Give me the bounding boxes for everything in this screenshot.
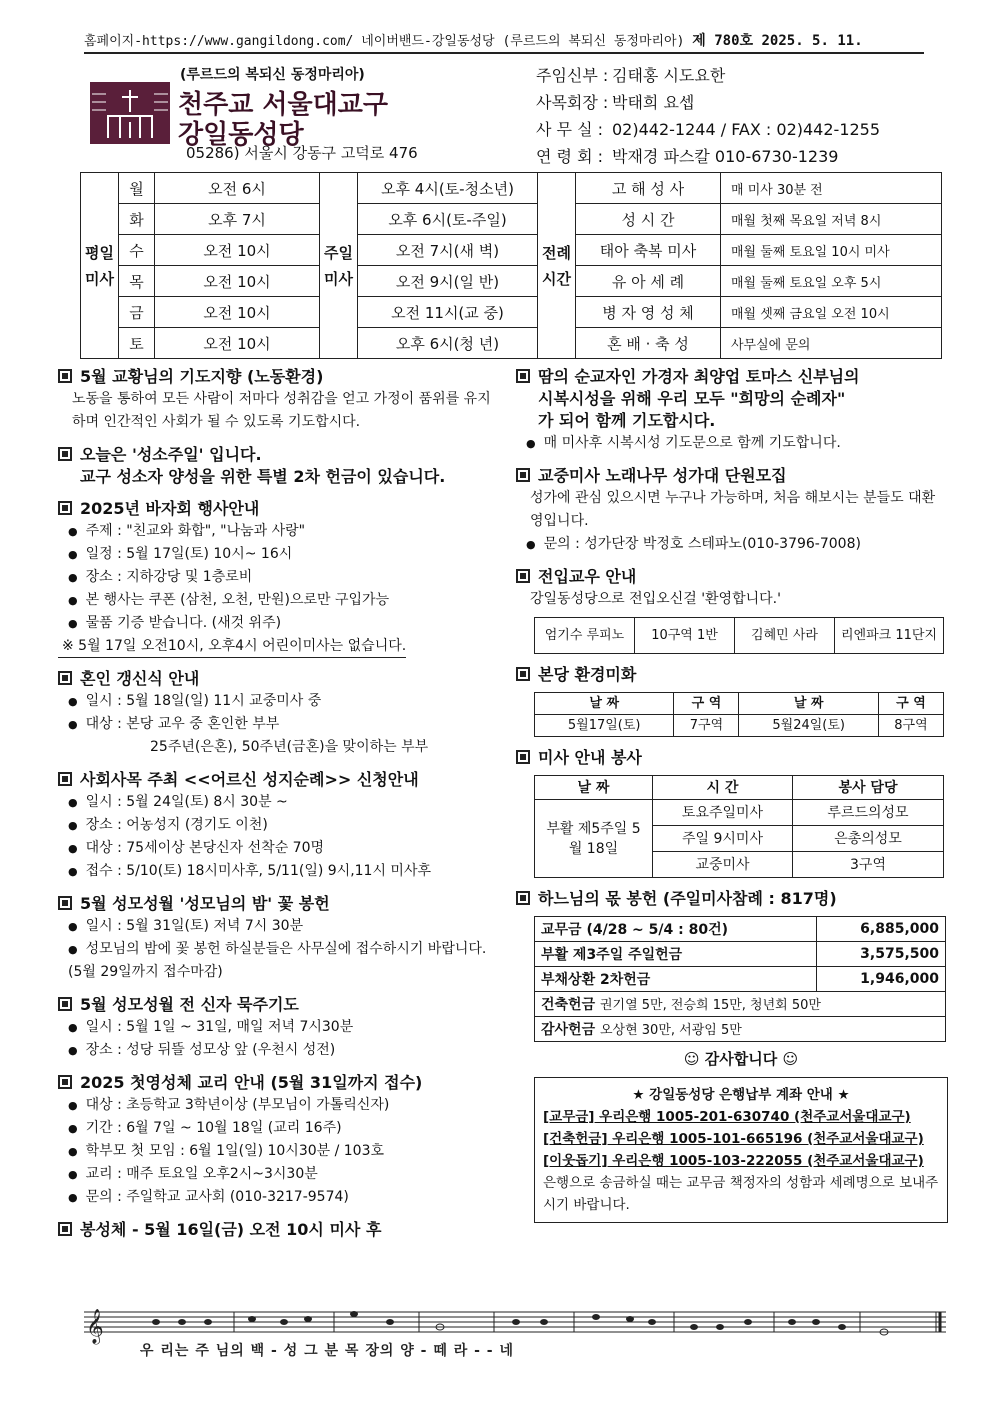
issue-number: 제 780호 2025. 5. 11. — [692, 33, 863, 49]
treble-clef-icon: 𝄞 — [86, 1309, 104, 1344]
list-item: ● 교리 : 매주 토요일 오후2시~3시30분 — [58, 1163, 496, 1186]
section-bullet-icon — [58, 997, 72, 1011]
sunday-cell: 오전 7시(새 벽) — [358, 235, 538, 266]
diocese-title: 천주교 서울대교구 — [178, 90, 388, 120]
rite-desc: 매월 둘째 토요일 오후 5시 — [721, 266, 942, 297]
sunday-cell: 오후 6시(청 년) — [358, 328, 538, 359]
bank-account-line: [교무금] 우리은행 1005-201-630740 (천주교서울대교구) — [543, 1109, 911, 1125]
contact-council: 사목회장 : 박태희 요셉 — [536, 93, 695, 112]
section-title: 전입교우 안내 — [538, 567, 637, 586]
day-cell: 월 — [119, 173, 155, 204]
section-title: 하느님의 몫 봉헌 (주일미사참례 : 817명) — [538, 889, 837, 908]
flower-offering-section — [58, 893, 496, 984]
table-cell: 김혜민 사라 — [735, 618, 835, 654]
list-item: ● 일시 : 5월 31일(토) 저녁 7시 30분 — [58, 915, 496, 938]
section-text: 노동을 통하여 모든 사람이 저마다 성취감을 얻고 가정이 품위를 유지하며 인간적인 사회가 될 수 있도록 기도합시다. — [72, 391, 491, 430]
offering-amount: 6,885,000 — [816, 917, 945, 942]
table-cell: 루르드의성모 — [793, 800, 944, 826]
section-bullet-icon — [58, 896, 72, 910]
vocation-sunday-section — [58, 444, 496, 488]
offering-label: 감사헌금 — [541, 1022, 596, 1038]
offering-amount: 1,946,000 — [816, 967, 945, 992]
cleaning-table — [534, 692, 944, 737]
offering-donors: 권기열 5만, 전승희 15만, 청년회 50만 — [599, 998, 821, 1013]
offering-label: 부활 제3주일 주일헌금 — [535, 942, 817, 967]
list-item: ● 문의 : 주일학교 교사회 (010-3217-9574) — [58, 1186, 496, 1209]
table-cell: 토요주일미사 — [653, 800, 793, 826]
list-item: ● 일시 : 5월 24일(토) 8시 30분 ~ — [58, 791, 496, 814]
hymn-lyrics: 우 리는 주 님의 백 - 성 그 분 목 장의 양 - 떼 라 - - 네 — [140, 1343, 515, 1359]
table-header: 날 짜 — [739, 693, 878, 715]
table-header: 시 간 — [653, 776, 793, 800]
contact-pastor: 주임신부 : 김태홍 시도요한 — [536, 66, 726, 85]
time-cell: 오후 7시 — [155, 204, 320, 235]
section-text: 가 되어 함께 기도합시다. — [538, 411, 716, 430]
list-item: ● 장소 : 어농성지 (경기도 이천) — [58, 814, 496, 837]
weekday-mass-label: 평일미사 — [81, 173, 119, 359]
bazaar-section — [58, 498, 496, 658]
parish-title: 강일동성당 — [178, 120, 304, 150]
parish-logo — [90, 82, 170, 144]
offering-donors: 오상현 30만, 서광임 5만 — [599, 1023, 742, 1038]
pilgrimage-section — [58, 769, 496, 883]
bank-account-box — [534, 1077, 948, 1223]
list-item: ● 일시 : 5월 1일 ~ 31일, 매일 저녁 7시30분 — [58, 1016, 496, 1039]
marriage-renewal-section — [58, 668, 496, 759]
section-title: 봉성체 - 5월 16일(금) 오전 10시 미사 후 — [80, 1220, 382, 1239]
list-item: ● 물품 기증 받습니다. (새것 위주) — [58, 612, 496, 635]
time-cell: 오전 10시 — [155, 328, 320, 359]
section-title: 미사 안내 봉사 — [538, 748, 642, 767]
sunday-cell: 오후 4시(토-청소년) — [358, 173, 538, 204]
table-header: 구 역 — [674, 693, 739, 715]
table-cell: 8구역 — [878, 715, 943, 737]
list-item: ● 문의 : 성가단장 박정호 스테파노(010-3796-7008) — [516, 533, 948, 556]
cleaning-section — [516, 664, 948, 737]
list-item: ● 일시 : 5월 18일(일) 11시 교중미사 중 — [58, 690, 496, 713]
section-title: 오늘은 '성소주일' 입니다. — [80, 445, 262, 464]
bazaar-note: ※ 5월 17일 오전10시, 오후4시 어린이미사는 없습니다. — [58, 635, 406, 658]
section-bullet-icon — [58, 772, 72, 786]
table-cell: 5월17일(토) — [535, 715, 674, 737]
time-cell: 오전 10시 — [155, 266, 320, 297]
sunday-cell: 오후 6시(토-주일) — [358, 204, 538, 235]
rite-desc: 매월 셋째 금요일 오전 10시 — [721, 297, 942, 328]
table-cell: 3구역 — [793, 852, 944, 878]
offering-section — [516, 888, 948, 1223]
section-bullet-icon — [58, 671, 72, 685]
list-item-continued: 25주년(은혼), 50주년(금혼)을 맞이하는 부부 — [150, 739, 429, 755]
list-item: ● 주제 : "친교와 화합", "나눔과 사랑" — [58, 520, 496, 543]
section-bullet-icon — [58, 369, 72, 383]
beatification-section — [516, 366, 948, 455]
section-title: 2025년 바자회 행사안내 — [80, 499, 260, 518]
section-text: 성가에 관심 있으시면 누구나 가능하며, 처음 해보시는 분들도 대환영입니다. — [530, 490, 936, 529]
list-item: ● 대상 : 75세이상 본당신자 선착순 70명 — [58, 837, 496, 860]
parish-address: 05286) 서울시 강동구 고덕로 476 — [186, 144, 418, 162]
section-title: 혼인 갱신식 안내 — [80, 669, 200, 688]
list-item: ● 장소 : 성당 뒤뜰 성모상 앞 (우천시 성전) — [58, 1039, 496, 1062]
bank-note: 은행으로 송금하실 때는 교무금 책정자의 성함과 세례명으로 보내주시기 바랍니다. — [543, 1175, 939, 1213]
rite-cell: 태아 축복 미사 — [576, 235, 721, 266]
section-bullet-icon — [516, 750, 530, 764]
rite-cell: 유 아 세 례 — [576, 266, 721, 297]
time-cell: 오전 6시 — [155, 173, 320, 204]
bank-account-line: [이웃돕기] 우리은행 1005-103-222055 (천주교서울대교구) — [543, 1153, 924, 1169]
section-bullet-icon — [58, 447, 72, 461]
bank-title: ★ 강일동성당 은행납부 계좌 안내 ★ — [632, 1087, 850, 1103]
table-cell: 은총의성모 — [793, 826, 944, 852]
new-members-table — [534, 617, 944, 654]
rosary-section — [58, 994, 496, 1062]
list-item: ● 장소 : 지하강당 및 1층로비 — [58, 566, 496, 589]
sick-communion-section — [58, 1219, 496, 1241]
sunday-cell: 오전 9시(일 반) — [358, 266, 538, 297]
table-cell: 10구역 1반 — [635, 618, 735, 654]
section-title: 2025 첫영성체 교리 안내 (5월 31일까지 접수) — [80, 1073, 423, 1092]
sunday-cell: 오전 11시(교 중) — [358, 297, 538, 328]
section-bullet-icon — [58, 1075, 72, 1089]
contact-funeral: 연 령 회 : 박재경 파스칼 010-6730-1239 — [536, 147, 839, 166]
prayer-intention-section — [58, 366, 496, 434]
homepage-text: 홈페이지-https://www.gangildong.com/ 네이버밴드-강일동성당 (루르드의 복되신 동정마리아) — [84, 34, 685, 49]
choir-section — [516, 465, 948, 556]
table-header: 구 역 — [878, 693, 943, 715]
section-text: 시복시성을 위해 우리 모두 "희망의 순례자" — [538, 389, 846, 408]
section-bullet-icon — [516, 369, 530, 383]
section-bullet-icon — [516, 891, 530, 905]
list-item: ● 접수 : 5/10(토) 18시미사후, 5/11(일) 9시,11시 미사후 — [58, 860, 496, 883]
section-title: 5월 성모성월 '성모님의 밤' 꽃 봉헌 — [80, 894, 330, 913]
section-title: 본당 환경미화 — [538, 665, 637, 684]
table-header: 날 짜 — [535, 693, 674, 715]
bank-account-line: [건축헌금] 우리은행 1005-101-665196 (천주교서울대교구) — [543, 1131, 924, 1147]
rite-time-label: 전례시간 — [538, 173, 576, 359]
section-text: 강일동성당으로 전입오신걸 '환영합니다.' — [530, 591, 781, 607]
table-cell: 7구역 — [674, 715, 739, 737]
section-text: 교구 성소자 양성을 위한 특별 2차 헌금이 있습니다. — [80, 467, 446, 486]
offering-label: 부채상환 2차헌금 — [535, 967, 817, 992]
table-header: 봉사 담당 — [793, 776, 944, 800]
rite-desc: 매 미사 30분 전 — [721, 173, 942, 204]
table-cell: 5월24일(토) — [739, 715, 878, 737]
first-communion-section — [58, 1072, 496, 1209]
offering-amount: 3,575,500 — [816, 942, 945, 967]
list-item: ● 본 행사는 쿠폰 (삼천, 오천, 만원)으로만 구입가능 — [58, 589, 496, 612]
mass-schedule-table — [80, 172, 942, 359]
section-bullet-icon — [58, 501, 72, 515]
table-cell: 교중미사 — [653, 852, 793, 878]
mass-service-section — [516, 747, 948, 878]
contact-office: 사 무 실 : 02)442-1244 / FAX : 02)442-1255 — [536, 120, 881, 139]
list-item: ● 매 미사후 시복시성 기도문으로 함께 기도합니다. — [516, 432, 948, 455]
section-bullet-icon — [516, 667, 530, 681]
left-column — [58, 366, 496, 1251]
table-cell: 주일 9시미사 — [653, 826, 793, 852]
service-date: 부활 제5주일 5월 18일 — [535, 800, 653, 878]
right-column — [516, 366, 948, 1233]
rite-desc: 매월 둘째 토요일 10시 미사 — [721, 235, 942, 266]
table-cell: 엄기수 루피노 — [535, 618, 635, 654]
thanks-offering-row — [535, 1017, 946, 1042]
offering-label: 건축헌금 — [541, 997, 596, 1013]
table-header: 날 짜 — [535, 776, 653, 800]
section-bullet-icon — [516, 468, 530, 482]
rite-desc: 사무실에 문의 — [721, 328, 942, 359]
day-cell: 화 — [119, 204, 155, 235]
rite-cell: 혼 배 · 축 성 — [576, 328, 721, 359]
offering-label: 교무금 (4/28 ~ 5/4 : 80건) — [535, 917, 817, 942]
new-members-section — [516, 566, 948, 654]
day-cell: 수 — [119, 235, 155, 266]
rite-cell: 고 해 성 사 — [576, 173, 721, 204]
day-cell: 금 — [119, 297, 155, 328]
section-title: 5월 교황님의 기도지향 (노동환경) — [80, 367, 324, 386]
header-topline — [84, 30, 924, 54]
time-cell: 오전 10시 — [155, 297, 320, 328]
building-fund-row — [535, 992, 946, 1017]
logo-icon — [90, 82, 170, 144]
rite-desc: 매월 첫째 목요일 저녁 8시 — [721, 204, 942, 235]
thanks-text: ☺ 감사합니다 ☺ — [683, 1050, 799, 1068]
sunday-mass-label: 주일미사 — [320, 173, 358, 359]
list-item: ● 대상 : 본당 교우 중 혼인한 부부 — [58, 713, 496, 736]
list-item: ● 기간 : 6월 7일 ~ 10월 18일 (교리 16주) — [58, 1117, 496, 1140]
table-cell: 리엔파크 11단지 — [835, 618, 944, 654]
section-bullet-icon — [516, 569, 530, 583]
day-cell: 목 — [119, 266, 155, 297]
day-cell: 토 — [119, 328, 155, 359]
mass-service-table — [534, 775, 944, 878]
offering-table — [534, 916, 946, 1042]
section-title: 사회사목 주최 <<어르신 성지순례>> 신청안내 — [80, 770, 419, 789]
list-item: ● 성모님의 밤에 꽃 봉헌 하실분들은 사무실에 접수하시기 바랍니다. (5월 29일까지 접수마감) — [58, 938, 496, 984]
contact-list — [536, 62, 880, 170]
section-title: 교중미사 노래나무 성가대 단원모집 — [538, 466, 787, 485]
section-title: 5월 성모성월 전 신자 묵주기도 — [80, 995, 299, 1014]
list-item: ● 일정 : 5월 17일(토) 10시~ 16시 — [58, 543, 496, 566]
parish-subtitle: (루르드의 복되신 동정마리아) — [180, 67, 365, 83]
list-item: ● 대상 : 초등학교 3학년이상 (부모님이 가톨릭신자) — [58, 1094, 496, 1117]
section-title: 땀의 순교자인 가경자 최양업 토마스 신부님의 — [538, 367, 860, 386]
section-bullet-icon — [58, 1222, 72, 1236]
rite-cell: 성 시 간 — [576, 204, 721, 235]
rite-cell: 병 자 영 성 체 — [576, 297, 721, 328]
list-item: ● 학부모 첫 모임 : 6월 1일(일) 10시30분 / 103호 — [58, 1140, 496, 1163]
time-cell: 오전 10시 — [155, 235, 320, 266]
